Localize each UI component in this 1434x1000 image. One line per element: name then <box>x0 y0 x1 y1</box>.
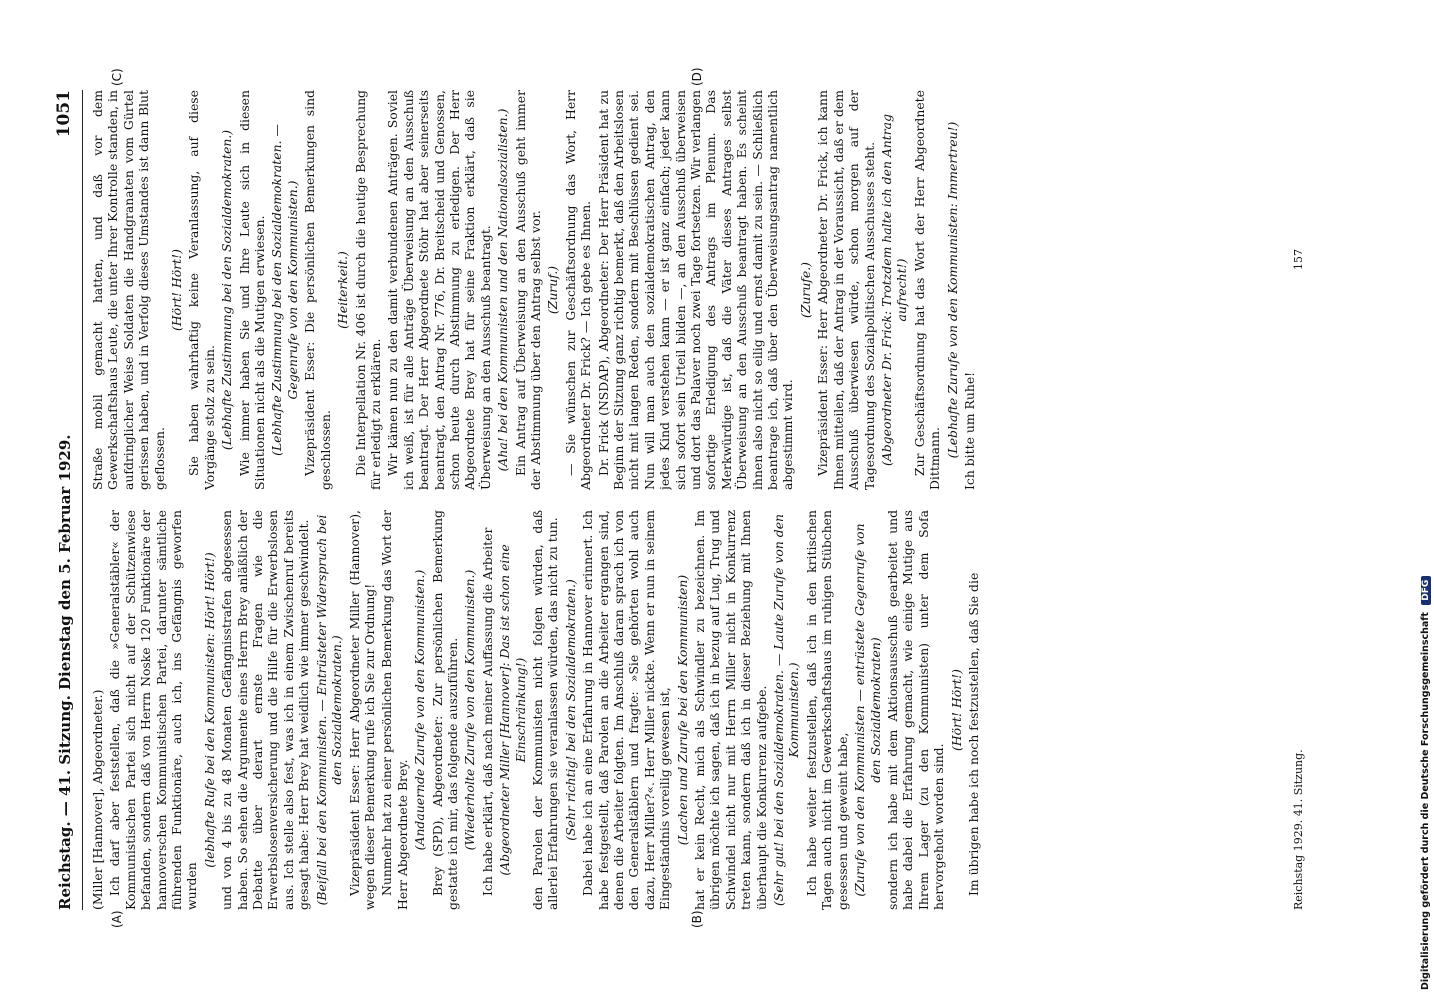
page-number: 1051 <box>54 90 74 138</box>
paragraph: den Parolen der Kommunisten nicht folgen würden, daß allerlei Erfahrungen sie veranlassen würden, das nicht zu tun. <box>529 510 561 910</box>
funding-text: Digitalisierung gefördert durch die Deutsche Forschungsgemeinschaft <box>1420 612 1431 990</box>
paragraph: Dabei habe ich an eine Erfahrung in Hannover erinnert. Ich habe festgestellt, daß Parolen an die Arbeiter ergangen sind, denen die Arbeiter folgten. Im Anschluß daran sprach ich von den Generalstäblern und fragte: »Sie gehörten wohl auch dazu, Herr Miller?«. Herr Miller nickte. Wenn er nun in seinem Eingeständnis voreilig gewesen ist, <box>580 510 673 910</box>
paragraph: hat er kein Recht, mich als Schwindler zu bezeichnen. Im übrigen möchte ich sagen, daß ich in bezug auf Lug, Trug und Schwindel nicht nur mit Herrn Miller nicht in Konkurrenz treten kann, sondern daß ich in dieser Beziehung mit Ihnen überhaupt die Konkurrenz aufgebe. <box>692 510 769 910</box>
paragraph: Straße mobil gemacht hatten, und daß vor dem Gewerkschaftshaus Leute, die unter Ihrer Kontrolle standen, in aufdringlicher Weise Soldaten die Handgranaten vom Gürtel gerissen haben, und in Verfolg dieses Umstandes ist dann Blut geflossen. <box>90 90 167 490</box>
sheet-number: 157 <box>1292 249 1305 270</box>
paragraph: (Zuruf.) <box>545 265 561 315</box>
paragraph: (Hört! Hört!) <box>169 249 185 331</box>
paragraph: Die Interpellation Nr. 406 ist durch die heutige Besprechung für erledigt zu erklären. <box>352 90 383 490</box>
column-left <box>90 510 1290 910</box>
paragraph: (Lebhafte Zustimmung bei den Sozialdemokraten. — Gegenrufe von den Kommunisten.) <box>269 124 300 456</box>
running-head: Reichstag. — 41. Sitzung. Dienstag den 5. Februar 1929. <box>56 434 74 910</box>
paragraph: (Lachen und Zurufe bei den Kommunisten) <box>674 574 690 846</box>
dfg-logo: DFG <box>1421 576 1431 605</box>
page-header <box>50 90 83 910</box>
paragraph: Vizepräsident Esser: Herr Abgeordneter Miller (Hannover), wegen dieser Bemerkung rufe ich Sie zur Ordnung! <box>346 510 377 910</box>
paragraph: Nunmehr hat zu einer persönlichen Bemerkung das Wort der Herr Abgeordnete Brey. <box>379 510 410 910</box>
paragraph: (Heiterkeit.) <box>335 251 351 329</box>
paragraph: Dr. Frick (NSDAP), Abgeordneter: Der Herr Präsident hat zu Beginn der Sitzung ganz richtig bemerkt, daß den Arbeitslosen nicht mit langen Reden, sondern mit Beschlüssen gedient sei. Nun will man auch den sozialdemokratischen Antrag, den jedes Kind verstehen kann — er ist ganz einfach; jeder kann sich sofort sein Urteil bilden —, an den Ausschuß überweisen und dort das Palaver noch zwei Tage fortsetzen. Wir verlangen sofortige Erledigung des Antrags im Plenum. Das Merkwürdige ist, daß die Väter dieses Antrages selbst Überweisung an den Ausschuß beantragt haben. Es scheint ihnen also nicht so eilig und ernst damit zu sein. — Schließlich beantrage ich, daß über den Überweisungsantrag namentlich abgestimmt wird. <box>595 90 796 490</box>
paragraph: (Sehr gut! bei den Sozialdemokraten. — Laute Zurufe von den Kommunisten.) <box>771 513 802 907</box>
paragraph: Im übrigen habe ich noch festzustellen, daß Sie die <box>965 572 981 896</box>
paragraph: (Lebhafte Zurufe von den Kommunisten: Immertreu!) <box>944 121 960 459</box>
margin-marker-c: (C) <box>110 68 124 86</box>
paragraph: Ich habe weiter festzustellen, daß ich in den kritischen Tagen auch nicht im Gewerkschaftshaus im ruhigen Stübchen gesessen und geweint habe, <box>803 510 850 910</box>
paragraph: (Wiederholte Zurufe von den Kommunisten.) <box>462 569 478 851</box>
margin-marker-a: (A) <box>110 910 124 928</box>
paragraph: (Beifall bei den Kommunisten. — Entrüsteter Widerspruch bei den Sozialdemokraten.) <box>313 514 345 906</box>
paragraph: (Andauernde Zurufe von den Kommunisten.) <box>412 569 428 851</box>
paragraph: Wir kämen nun zu den damit verbundenen Anträgen. Soviel ich weiß, ist für alle Anträge Überweisung an den Ausschuß beantragt. Der Herr Abgeordnete Stöhr hat aber seinerseits beantragt, den Antrag Nr. 776, Dr. Breitscheid und Genossen, schon heute durch Abstimmung zu erledigen. Der Herr Abgeordnete Brey hat für seine Fraktion erklärt, daß sie Überweisung an den Ausschuß beantragt. <box>385 90 493 490</box>
funding-note <box>1420 10 1434 990</box>
paragraph: (Zurufe von den Kommunisten — entrüstete Gegenrufe von den Sozialdemokraten) <box>852 523 883 897</box>
paragraph: Brey (SPD), Abgeordneter: Zur persönlichen Bemerkung gestatte ich mir, das folgende auszuführen. <box>429 510 460 910</box>
paragraph: (Abgeordneter Miller [Hannover]: Das ist schon eine Einschränkung!) <box>497 544 528 876</box>
paragraph: (Hört! Hört!) <box>948 669 964 751</box>
paragraph: (Abgeordneter Dr. Frick: Trotzdem halte ich den Antrag aufrecht!) <box>878 113 910 467</box>
paragraph: (Miller [Hannover], Abgeordneter.) <box>90 689 105 910</box>
margin-marker-b: (B) <box>690 910 704 928</box>
paragraph: (lebhafte Rufe bei den Kommunisten: Hört! Hört!) <box>201 552 217 868</box>
page-footer <box>1288 90 1318 910</box>
paragraph: (Zurufe.) <box>797 261 813 319</box>
paragraph: Ich darf aber feststellen, daß die »Generalstäbler« der Kommunistischen Partei sich nicht auf der Schützenwiese befanden, sondern daß von Herrn Noske 120 Funktionäre der hannoverschen Kommunistischen Partei, darunter sämtliche führenden Funktionäre, auch ich, ins Gefängnis geworfen wurden <box>107 510 200 910</box>
paragraph: Sie haben wahrhaftig keine Veranlassung, auf diese Vorgänge stolz zu sein. <box>186 90 217 490</box>
paragraph: (Aha! bei den Kommunisten und den Nationalsozialisten.) <box>495 108 511 472</box>
paragraph: und von 4 bis zu 48 Monaten Gefängnisstrafen abgesessen haben. So sehen die Argumente eines Herrn Brey anläßlich der Debatte über derart ernste Fragen wie die Erwerbslosenversicherung und die Hilfe für die Erwerbslosen aus. Ich stelle also fest, was ich in einem Zwischenruf bereits gesagt habe: Herr Brey hat weidlich wie immer geschwindelt. <box>219 510 312 910</box>
paragraph: Vizepräsident Esser: Die persönlichen Bemerkungen sind geschlossen. <box>302 90 333 490</box>
paragraph: Ich bitte um Ruhe! <box>961 371 977 490</box>
paragraph: Wie immer haben Sie und Ihre Leute sich in diesen Situationen nicht als die Mutigen erwiesen. <box>236 90 268 490</box>
margin-marker-d: (D) <box>690 67 704 86</box>
footer-imprint: Reichstag 1929. 41. Sitzung. <box>1292 749 1305 910</box>
paragraph: — Sie wünschen zur Geschäftsordnung das Wort, Herr Abgeordneter Dr. Frick? — Ich gebe es Ihnen. <box>562 90 594 490</box>
paragraph: Zur Geschäftsordnung hat das Wort der Herr Abgeordnete Dittmann. <box>911 90 943 490</box>
rotated-sheet <box>50 67 1380 928</box>
paragraph: Vizepräsident Esser: Herr Abgeordneter Dr. Frick, ich kann Ihnen mitteilen, daß der Antrag in der Voraussicht, daß er dem Ausschuß überwiesen würde, schon morgen auf der Tagesordnung des Sozialpolitischen Ausschusses steht. <box>815 90 877 490</box>
column-right <box>90 90 1290 490</box>
paragraph: (Sehr richtig! bei den Sozialdemokraten.) <box>562 579 578 841</box>
paragraph: (Lebhafte Zustimmung bei den Sozialdemokraten.) <box>219 129 235 451</box>
paragraph: sondern ich habe mit dem Aktionsausschuß gearbeitet und habe dabei die Erfahrung gemacht, wie einige Mutige aus Ihrem Lager (zu den Kommunisten) unter dem Sofa hervorgeholt worden sind. <box>884 510 947 910</box>
paragraph: Ich habe erklärt, daß nach meiner Auffassung die Arbeiter <box>479 527 495 896</box>
paragraph: Ein Antrag auf Überweisung an den Ausschuß geht immer der Abstimmung über den Antrag selbst vor. <box>512 90 543 490</box>
